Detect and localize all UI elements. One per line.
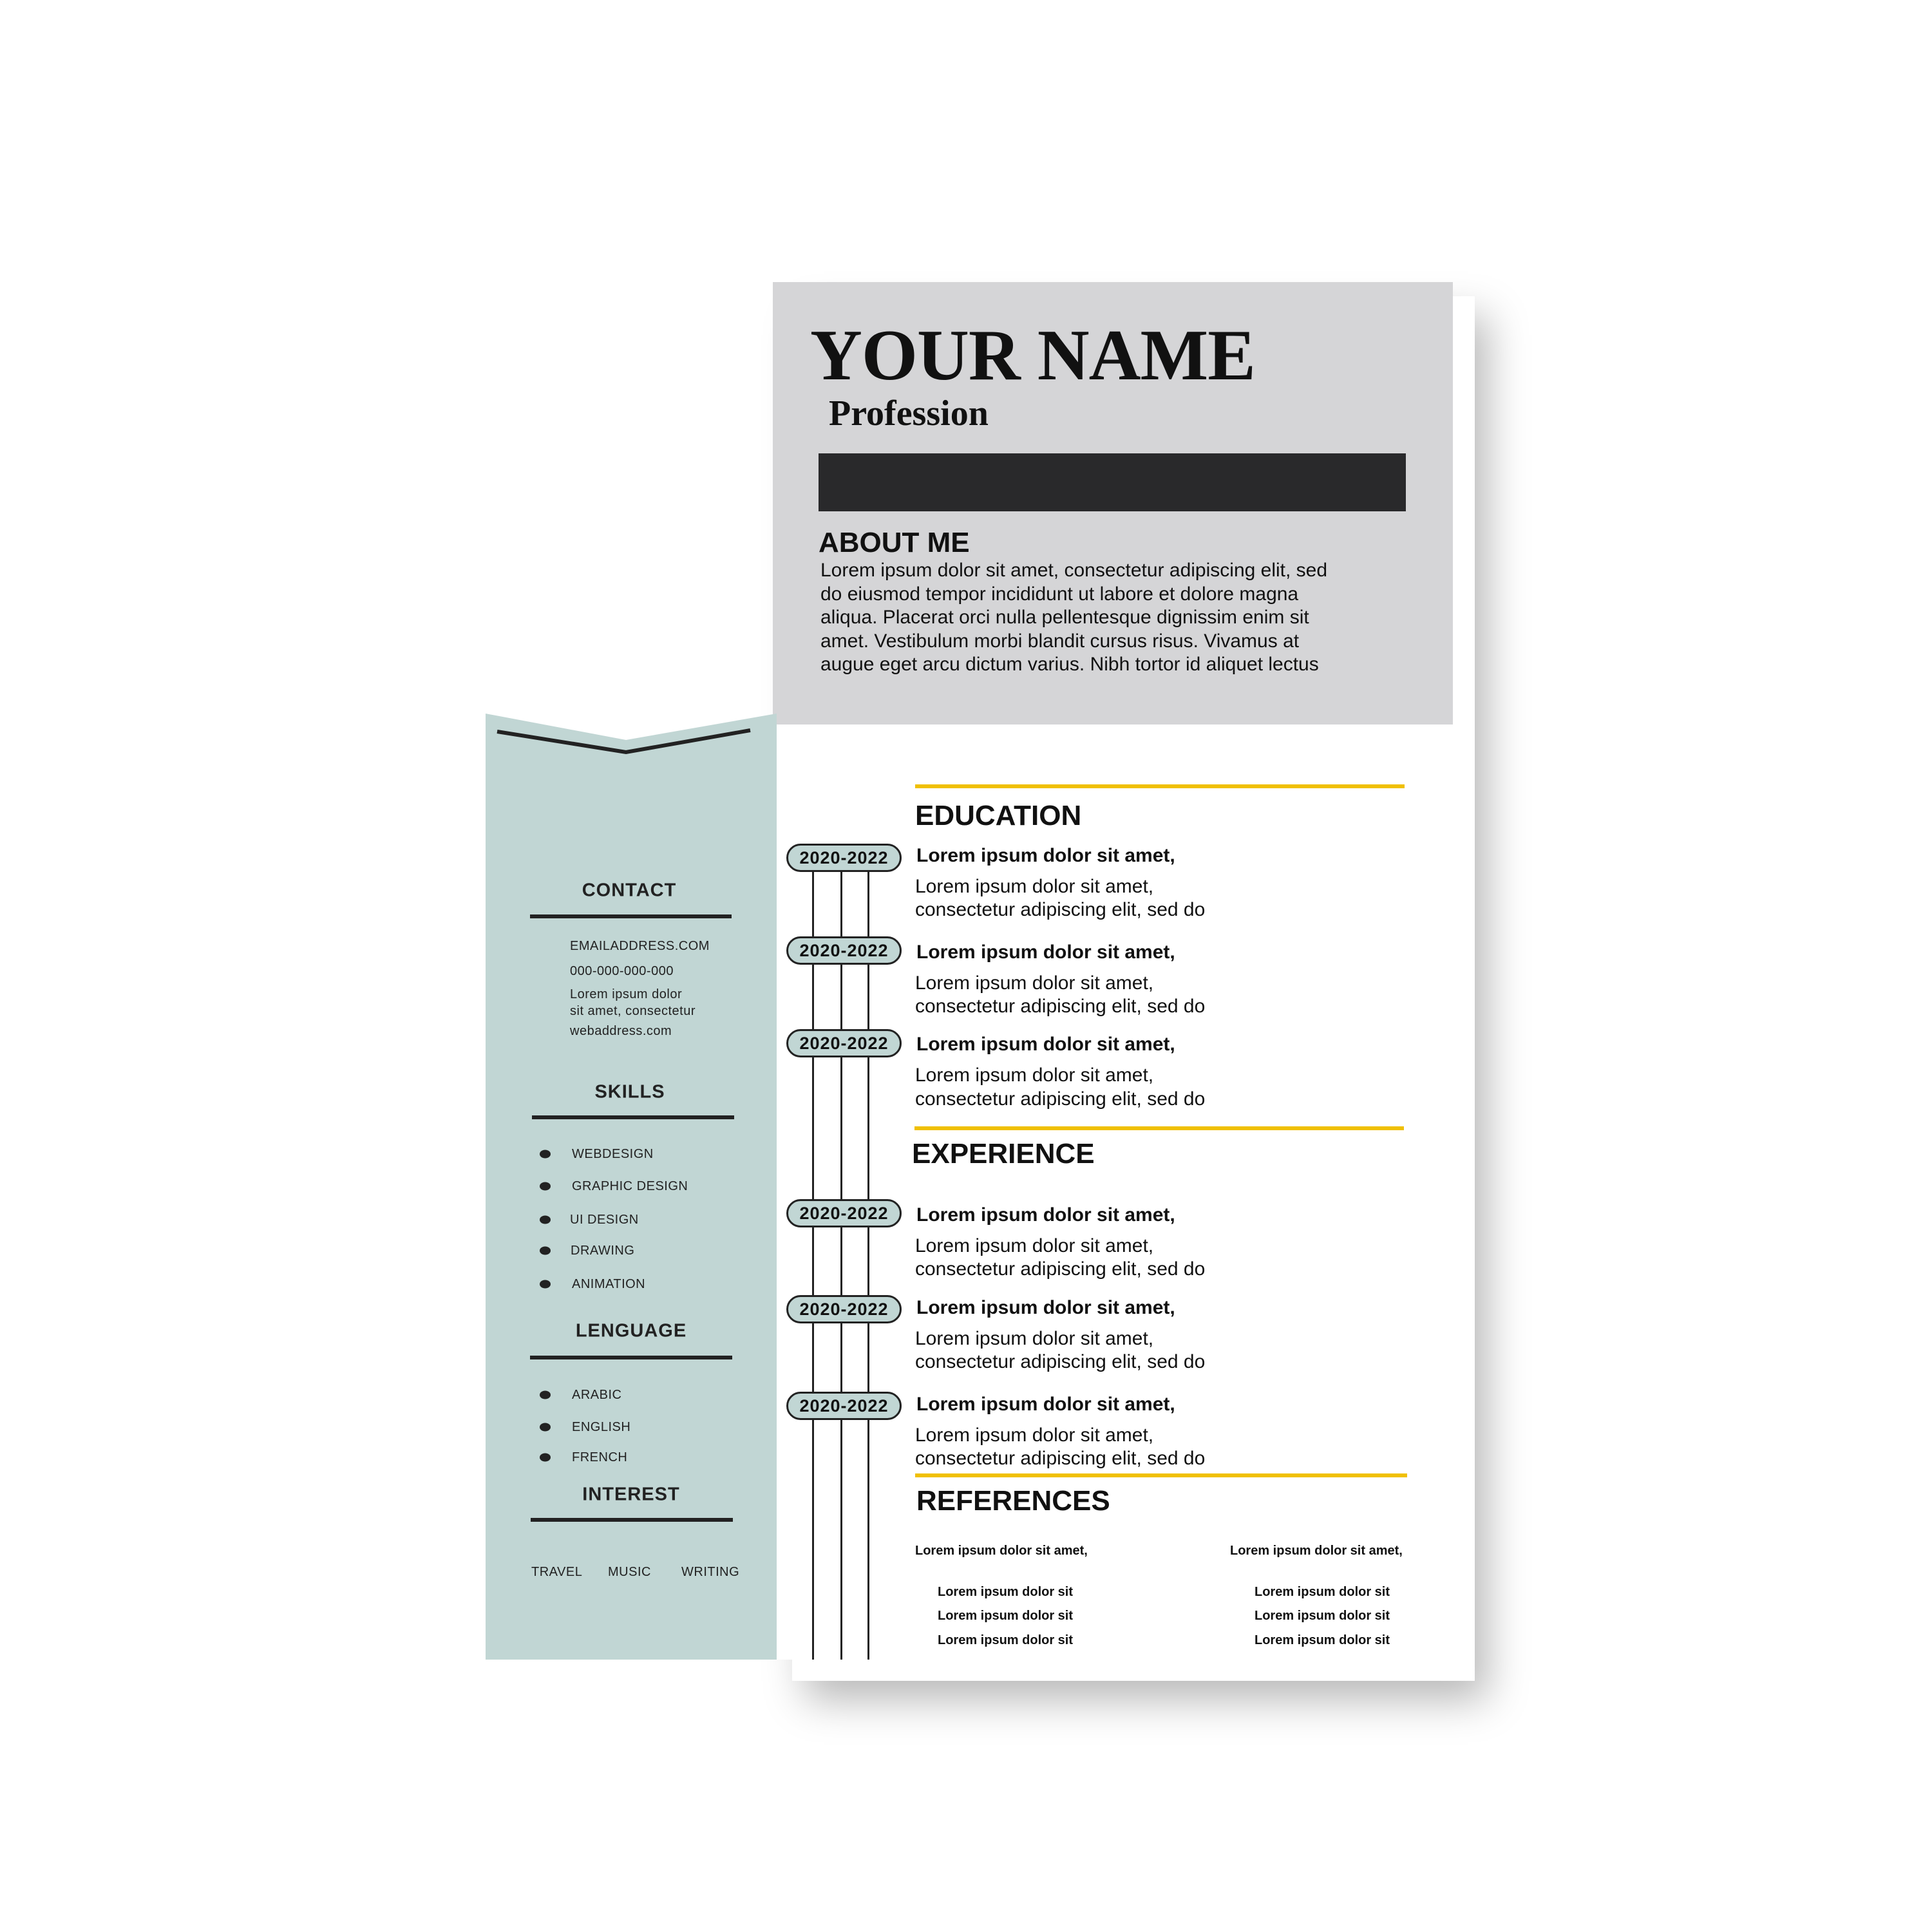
contact-address: sit amet, consectetur xyxy=(570,1004,696,1018)
date-badge: 2020-2022 xyxy=(786,1295,902,1323)
references-title: REFERENCES xyxy=(916,1485,1110,1517)
timeline-line xyxy=(867,869,869,1660)
bullet-icon xyxy=(540,1216,551,1224)
skills-title: SKILLS xyxy=(594,1081,665,1103)
language-item: ARABIC xyxy=(572,1388,622,1402)
item-text: consectetur adipiscing elit, sed do xyxy=(915,1448,1206,1469)
divider xyxy=(532,1115,734,1119)
date-badge: 2020-2022 xyxy=(786,936,902,965)
bullet-icon xyxy=(540,1150,551,1159)
item-title: Lorem ipsum dolor sit amet, xyxy=(916,1394,1175,1415)
date-badge: 2020-2022 xyxy=(786,1199,902,1227)
timeline-line xyxy=(812,869,814,1660)
about-line: amet. Vestibulum morbi blandit cursus risus. Vivamus at xyxy=(820,630,1300,652)
divider xyxy=(530,914,732,918)
divider xyxy=(530,1356,732,1359)
skill-item: WEBDESIGN xyxy=(572,1147,654,1161)
contact-email: EMAILADDRESS.COM xyxy=(570,939,710,953)
reference-line: Lorem ipsum dolor sit xyxy=(938,1609,1074,1623)
skill-item: GRAPHIC DESIGN xyxy=(572,1179,688,1193)
reference-name: Lorem ipsum dolor sit amet, xyxy=(1230,1544,1403,1558)
bullet-icon xyxy=(540,1280,551,1289)
skill-item: UI DESIGN xyxy=(570,1213,639,1227)
accent-line xyxy=(914,1126,1404,1130)
interest-item: WRITING xyxy=(681,1565,740,1579)
skill-item: DRAWING xyxy=(571,1244,635,1258)
education-title: EDUCATION xyxy=(915,800,1082,831)
item-text: consectetur adipiscing elit, sed do xyxy=(915,996,1206,1017)
item-text: consectetur adipiscing elit, sed do xyxy=(915,1088,1206,1110)
about-title: ABOUT ME xyxy=(819,527,970,558)
item-text: Lorem ipsum dolor sit amet, xyxy=(915,972,1154,994)
header-bar xyxy=(819,453,1406,511)
item-title: Lorem ipsum dolor sit amet, xyxy=(916,1204,1175,1226)
bullet-icon xyxy=(540,1454,551,1462)
divider xyxy=(531,1518,733,1522)
bullet-icon xyxy=(540,1247,551,1255)
bullet-icon xyxy=(540,1391,551,1399)
item-text: Lorem ipsum dolor sit amet, xyxy=(915,1065,1154,1086)
item-text: consectetur adipiscing elit, sed do xyxy=(915,899,1206,920)
item-title: Lorem ipsum dolor sit amet, xyxy=(916,845,1175,866)
bullet-icon xyxy=(540,1182,551,1191)
contact-address: Lorem ipsum dolor xyxy=(570,987,683,1001)
about-line: Lorem ipsum dolor sit amet, consectetur adipiscing elit, sed xyxy=(820,560,1328,581)
interest-title: INTEREST xyxy=(582,1484,680,1505)
about-line: do eiusmod tempor incididunt ut labore et dolore magna xyxy=(820,583,1299,605)
interest-item: MUSIC xyxy=(608,1565,651,1579)
date-badge: 2020-2022 xyxy=(786,844,902,872)
item-text: Lorem ipsum dolor sit amet, xyxy=(915,1328,1154,1349)
item-text: consectetur adipiscing elit, sed do xyxy=(915,1258,1206,1280)
reference-name: Lorem ipsum dolor sit amet, xyxy=(915,1544,1088,1558)
item-text: Lorem ipsum dolor sit amet, xyxy=(915,876,1154,897)
date-badge: 2020-2022 xyxy=(786,1392,902,1420)
about-line: aliqua. Placerat orci nulla pellentesque dignissim enim sit xyxy=(820,607,1309,628)
bullet-icon xyxy=(540,1423,551,1432)
reference-line: Lorem ipsum dolor sit xyxy=(1255,1609,1390,1623)
contact-title: CONTACT xyxy=(582,880,677,901)
item-text: Lorem ipsum dolor sit amet, xyxy=(915,1235,1154,1256)
reference-line: Lorem ipsum dolor sit xyxy=(1255,1585,1390,1599)
date-badge: 2020-2022 xyxy=(786,1029,902,1057)
skill-item: ANIMATION xyxy=(572,1277,646,1291)
timeline-line xyxy=(840,869,842,1660)
accent-line xyxy=(915,784,1405,788)
person-name: YOUR NAME xyxy=(810,316,1255,395)
language-title: LENGUAGE xyxy=(575,1320,687,1341)
about-text xyxy=(820,559,1439,677)
language-item: ENGLISH xyxy=(572,1420,631,1434)
reference-line: Lorem ipsum dolor sit xyxy=(938,1633,1074,1647)
profession: Profession xyxy=(829,393,989,433)
contact-phone: 000-000-000-000 xyxy=(570,964,674,978)
reference-line: Lorem ipsum dolor sit xyxy=(1255,1633,1390,1647)
language-item: FRENCH xyxy=(572,1450,628,1464)
item-title: Lorem ipsum dolor sit amet, xyxy=(916,1297,1175,1318)
item-text: consectetur adipiscing elit, sed do xyxy=(915,1351,1206,1372)
about-line: augue eget arcu dictum varius. Nibh tortor id aliquet lectus xyxy=(820,654,1319,675)
item-text: Lorem ipsum dolor sit amet, xyxy=(915,1425,1154,1446)
contact-web: webaddress.com xyxy=(570,1024,672,1038)
accent-line xyxy=(915,1473,1407,1477)
reference-line: Lorem ipsum dolor sit xyxy=(938,1585,1074,1599)
experience-title: EXPERIENCE xyxy=(912,1138,1095,1170)
interest-item: TRAVEL xyxy=(531,1565,583,1579)
item-title: Lorem ipsum dolor sit amet, xyxy=(916,1034,1175,1055)
item-title: Lorem ipsum dolor sit amet, xyxy=(916,942,1175,963)
